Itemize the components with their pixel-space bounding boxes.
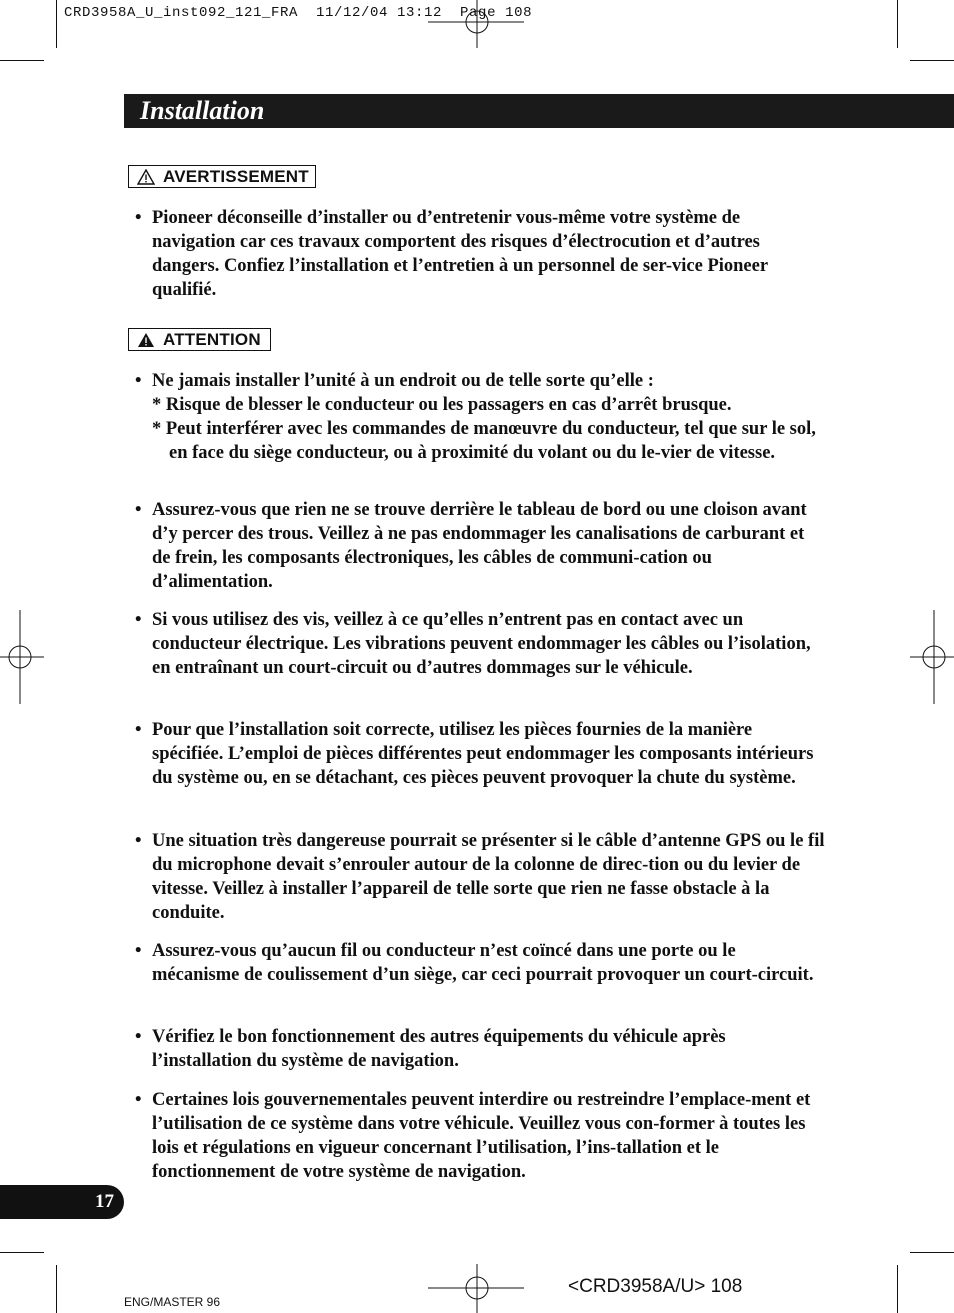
warning-triangle-filled-icon	[137, 332, 155, 348]
bullet: •	[135, 371, 142, 391]
warning-item	[135, 206, 825, 302]
footer-code: <CRD3958A/U> 108	[568, 1276, 743, 1297]
registration-mark-right	[908, 610, 954, 706]
bullet: •	[135, 1090, 142, 1110]
print-header: CRD3958A_U_inst092_121_FRA 11/12/04 13:12 Page 108	[64, 5, 533, 21]
caution-item-1	[135, 369, 825, 465]
caution-item-text: Ne jamais installer l’unité à un endroit ou de telle sorte qu’elle :	[152, 371, 654, 391]
caution-item-text: Si vous utilisez des vis, veillez à ce qu’elles n’entrent pas en contact avec un conducteur électrique. Les vibrations peuvent endommager les câbles ou l’isolation, en entraînant un court-circuit ou d’autres dommages sur le véhicule.	[152, 610, 811, 678]
bullet: •	[135, 1027, 142, 1047]
warning-label-text: AVERTISSEMENT	[163, 166, 309, 186]
footer-master: ENG/MASTER 96	[124, 1295, 221, 1309]
registration-mark-left	[0, 610, 46, 706]
page-number-tab	[0, 1185, 124, 1219]
warning-item-text: Pioneer déconseille d’installer ou d’entretenir vous-même votre système de navigation car ces travaux comportent des risques d’électrocution et d’autres dangers. Confiez l’installation et l’entretien à un personnel de ser-vice Pioneer qualifié.	[152, 208, 768, 300]
page-number: 17	[95, 1191, 114, 1212]
warning-triangle-outline-icon	[137, 169, 155, 185]
bullet: •	[135, 610, 142, 630]
caution-label	[128, 328, 271, 351]
caution-item-text: Pour que l’installation soit correcte, utilisez les pièces fournies de la manière spécifiée. L’emploi de pièces différentes peut endommager les composants intérieurs du système ou, en se détachant, ces pièces peuvent provoquer la chute du système.	[152, 720, 814, 788]
caution-item-text: Une situation très dangereuse pourrait se présenter si le câble d’antenne GPS ou le fil du microphone devait s’enrouler autour de la colonne de direc-tion ou du levier de vitesse. Veillez à installer l’appareil de telle sorte que rien ne fasse obstacle à la conduite.	[152, 831, 825, 923]
caution-item-2	[135, 498, 825, 594]
section-title: Installation	[140, 96, 265, 125]
bullet: •	[135, 208, 142, 228]
caution-subitem: * Risque de blesser le conducteur ou les passagers en cas d’arrêt brusque.	[152, 395, 732, 415]
section-title-bar	[124, 94, 954, 128]
registration-mark-bottom	[428, 1264, 528, 1313]
caution-item-3	[135, 608, 825, 680]
bullet: •	[135, 720, 142, 740]
caution-item-text: Assurez-vous que rien ne se trouve derrière le tableau de bord ou une cloison avant d’y percer des trous. Veillez à ne pas endommager les canalisations de carburant et de frein, les composants électroniques, les câbles de communi-cation ou d’alimentation.	[152, 500, 807, 592]
warning-label	[128, 165, 316, 188]
registration-mark-top	[428, 0, 528, 50]
bullet: •	[135, 831, 142, 851]
caution-subitem: * Peut interférer avec les commandes de manœuvre du conducteur, tel que sur le sol, en face du siège conducteur, ou à proximité du volant ou du le-vier de vitesse.	[152, 419, 816, 463]
caution-item-5	[135, 829, 825, 925]
caution-item-text: Vérifiez le bon fonctionnement des autres équipements du véhicule après l’installation du système de navigation.	[152, 1027, 726, 1071]
caution-item-8	[135, 1088, 825, 1184]
caution-item-text: Assurez-vous qu’aucun fil ou conducteur n’est coïncé dans une porte ou le mécanisme de coulissement d’un siège, car ceci pourrait provoquer un court-circuit.	[152, 941, 814, 985]
bullet: •	[135, 500, 142, 520]
bullet: •	[135, 941, 142, 961]
caution-item-text: Certaines lois gouvernementales peuvent interdire ou restreindre l’emplace-ment et l’utilisation de ce système dans votre véhicule. Veuillez vous con-former à toutes les lois et régulations en vigueur concernant l’utilisation, l’ins-tallation et le fonctionnement de votre système de navigation.	[152, 1090, 811, 1182]
caution-item-7	[135, 1025, 825, 1073]
caution-label-text: ATTENTION	[163, 329, 261, 349]
caution-item-4	[135, 718, 825, 790]
caution-item-6	[135, 939, 825, 987]
